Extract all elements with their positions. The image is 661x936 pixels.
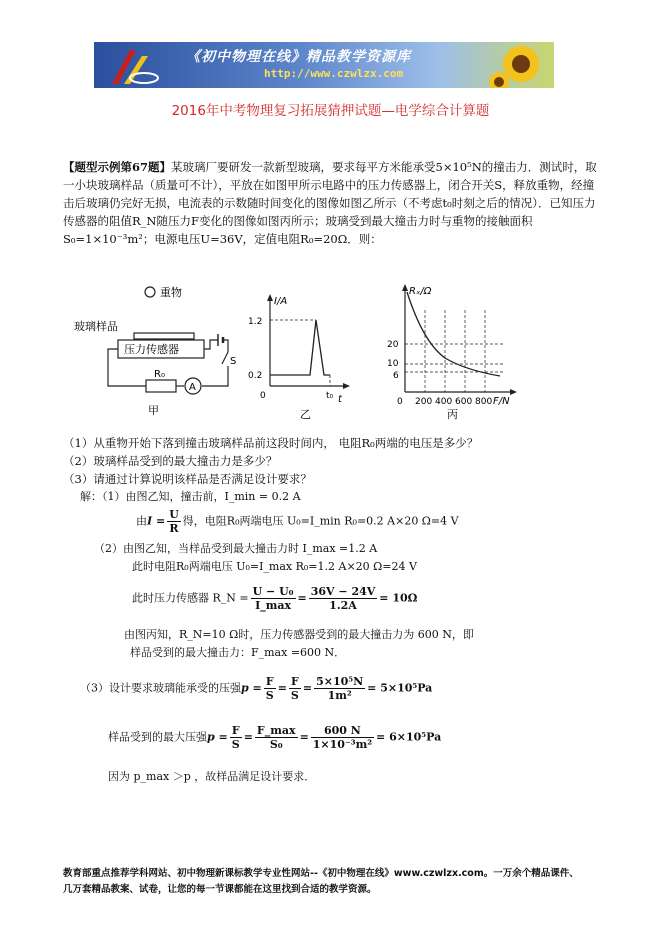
site-logo (102, 46, 162, 86)
weight-label: 重物 (160, 286, 182, 299)
yi-x-tick-t0: t₀ (326, 391, 334, 401)
figure-circuit (68, 278, 238, 418)
solution-3-line2: 样品受到的最大压强p = $\frac{F}{S}$ = $\frac{F\_\max}{\text{S₀}}$ = $\frac{600 N}{\text{1×10⁻³m²}}$ = 6×10⁵Pa (108, 724, 442, 751)
footer-line-1: 教育部重点推荐学科网站、初中物理新课标教学专业性网站--《初中物理在线》www.czwlzx.com。一万余个精品课件、 (63, 868, 579, 879)
banner-url[interactable]: http://www.czwlzx.com (264, 67, 404, 80)
solution-1-line1: 解：（1）由图乙知，撞击前，I_min = 0.2 A (80, 490, 301, 503)
question-1: （1）从重物开始下落到撞击玻璃样品前这段时间内， 电阻R₀两端的电压是多少？ (63, 436, 479, 450)
ammeter-label: A (189, 382, 196, 393)
solution-2-line1: （2）由图乙知，当样品受到最大撞击力时 I_max =1.2 A (94, 542, 378, 555)
yi-current-curve (270, 320, 330, 375)
solution-2-line3: 此时压力传感器 R_N = $\frac{\text{U − U₀}}{I\_\max}$ = $\frac{36V - 24V}{1.2A}$ = 10Ω (132, 585, 418, 612)
footer-line-2: 几万套精品教案、试卷，让您的每一节课都能在这里找到合适的教学资源。 (63, 884, 377, 895)
glass-label: 玻璃样品 (74, 320, 118, 333)
banner-title: 《初中物理在线》精品教学资源库 (186, 49, 411, 65)
question-3: （3）请通过计算说明该样品是否满足设计要求？ (63, 472, 312, 486)
yi-x-tick-origin: 0 (260, 391, 266, 401)
document-title: 2016年中考物理复习拓展猜押试题—电学综合计算题 (171, 103, 490, 119)
bing-x-tick-800: 800 (475, 397, 493, 407)
sensor-resistance-fraction-2: $\frac{36V - 24V}{1.2A}$ (310, 585, 376, 612)
footer (63, 866, 623, 898)
bing-x-axis-label: F/N (493, 396, 510, 407)
problem-text: 某玻璃厂要研发一款新型玻璃，要求每平方米能承受5×10⁵N的撞击力．测试时，取一小块玻璃样品（质量可不计），平放在如图甲所示电路中的压力传感器上，闭合开关S，释放重物，经撞击后玻璃仍完好无损，电流表的示数随时间变化的图像如图乙所示（不考虑t₀时刻之后的情况）．已知压力传感器的阻值R_N随压力F变化的图像如图丙所示；玻璃受到最大撞击力时与重物的接触面积S₀=1×10⁻³m²；电源电压U=36V，定值电阻R₀=20Ω．则： (63, 160, 597, 246)
bing-y-tick-20: 20 (387, 340, 399, 350)
switch-label: S (230, 356, 237, 367)
glass-sample (134, 333, 194, 339)
bing-y-tick-10: 10 (387, 359, 399, 369)
problem-statement (63, 158, 603, 248)
yi-y-tick-high: 1.2 (248, 317, 263, 327)
solution-3-line3: 因为 p_max ＞p ，故样品满足设计要求． (108, 770, 316, 783)
problem-tag: 【题型示例第67题】 (63, 160, 172, 174)
figure-bing-caption: 丙 (447, 408, 458, 420)
solution-1-line2: 由I = $\frac{U}{R}$ 得，电阻R₀两端电压 U₀=I_min R₀=0.2 A×20 Ω=4 V (136, 508, 459, 535)
ohm-law-fraction: $\frac{U}{R}$ (169, 508, 179, 535)
bing-y-axis-label: Rₓ/Ω (409, 286, 432, 297)
header-banner (94, 42, 554, 88)
yi-y-axis-label: I/A (274, 296, 288, 307)
bing-x-tick-200: 200 (415, 397, 433, 407)
sunflower-icon (489, 42, 554, 88)
bing-x-tick-600: 600 (455, 397, 473, 407)
figure-current-time (248, 290, 358, 420)
solution-2-line4: 由图丙知，R_N=10 Ω时，压力传感器受到的最大撞击力为 600 N，即 (124, 628, 474, 641)
figure-yi-caption: 乙 (300, 408, 311, 420)
bing-x-tick-0: 0 (397, 397, 403, 407)
resistor-icon (146, 380, 176, 392)
sensor-label: 压力传感器 (124, 343, 179, 356)
switch-icon (222, 352, 228, 364)
sensor-resistance-fraction-1: $\frac{\text{U − U₀}}{I\_\max}$ (252, 585, 294, 612)
yi-y-tick-low: 0.2 (248, 371, 263, 381)
question-2: （2）玻璃样品受到的最大撞击力是多少？ (63, 454, 278, 468)
figure-resistance-force (375, 280, 525, 420)
bing-resistance-curve (407, 292, 500, 376)
figure-jia-caption: 甲 (148, 404, 159, 417)
resistor-label: R₀ (154, 369, 165, 380)
solution-2-line2: 此时电阻R₀两端电压 U₀=I_max R₀=1.2 A×20 Ω=24 V (132, 560, 417, 573)
bing-x-tick-400: 400 (435, 397, 453, 407)
bing-y-tick-6: 6 (393, 371, 399, 381)
weight-icon (145, 287, 155, 297)
solution-3-line1: （3）设计要求玻璃能承受的压强p = $\frac{F}{S}$ = $\frac{F}{S}$ = $\frac{\text{5×10⁵N}}{\text{1m²}}$ = 5×10⁵Pa (80, 675, 433, 702)
yi-x-axis-label: t (338, 394, 342, 405)
solution-2-line5: 样品受到的最大撞击力：F_max =600 N． (130, 646, 346, 659)
